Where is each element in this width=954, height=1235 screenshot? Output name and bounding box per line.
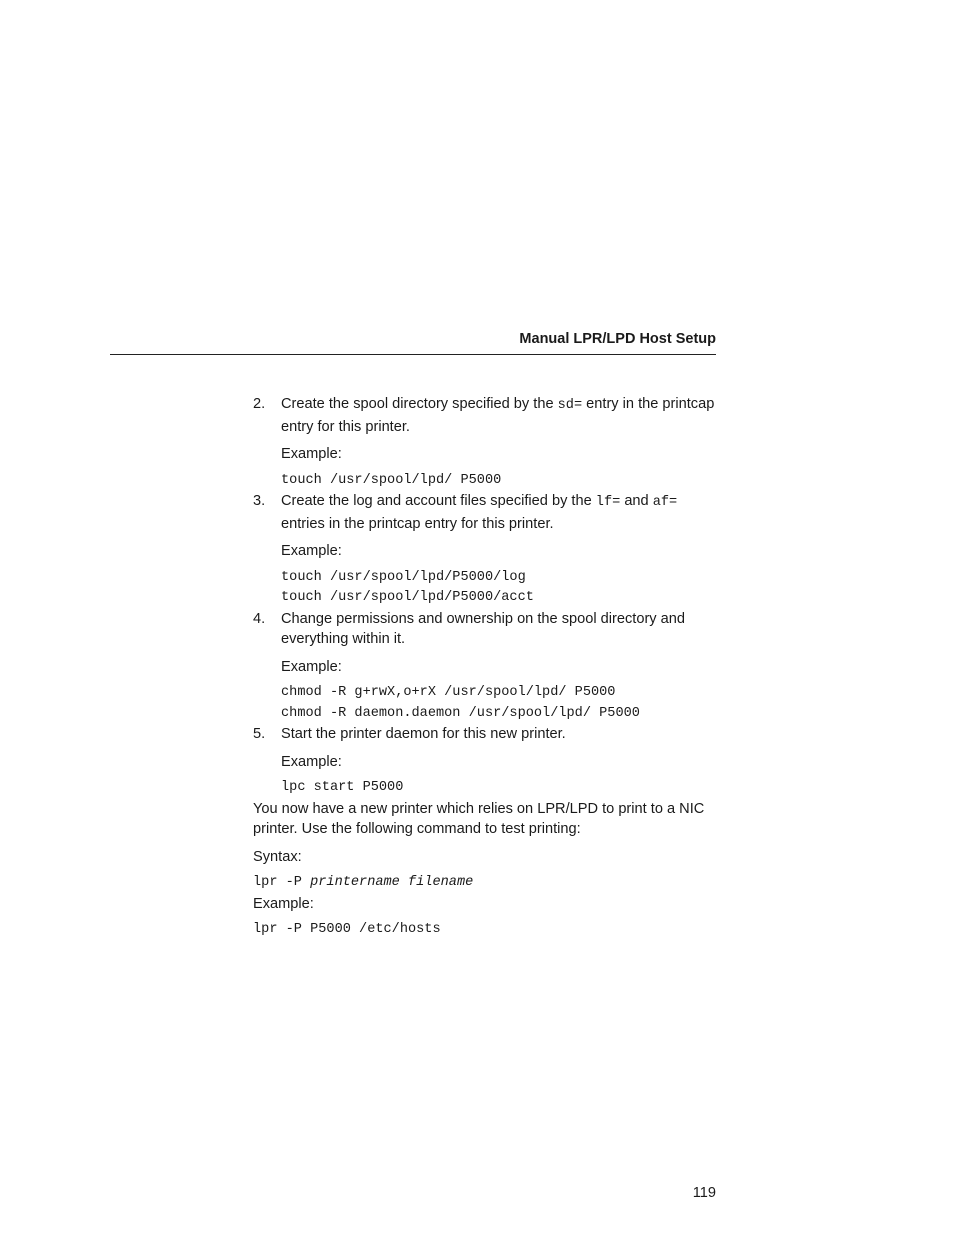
page-number: 119 [692, 1185, 716, 1201]
code-line: chmod -R g+rwX,o+rX /usr/spool/lpd/ P5000 [281, 685, 616, 700]
example-label: Example: [281, 543, 342, 559]
step-text: Create the log and account files specified by the lf= and af= entries in the printcap entry for this printer. [281, 493, 678, 532]
step-text: Create the spool directory specified by the sd= entry in the printcap entry for this printer. [281, 396, 715, 435]
step-number: 4. [253, 610, 266, 627]
step-5 [253, 724, 723, 799]
example-code: lpr -P P5000 /etc/hosts [253, 922, 441, 937]
code-line: touch /usr/spool/lpd/ P5000 [281, 472, 502, 488]
step-3 [253, 491, 723, 609]
code-block [281, 471, 723, 492]
inline-code: lf= [595, 495, 621, 510]
step-number: 2. [253, 396, 266, 412]
code-line: chmod -R daemon.daemon /usr/spool/lpd/ P5000 [281, 705, 640, 721]
step-2 [253, 394, 723, 491]
example-label: Example: [253, 895, 314, 912]
inline-code: af= [652, 495, 678, 510]
example-label: Example: [281, 658, 342, 675]
step-number: 5. [253, 726, 266, 742]
code-line: touch /usr/spool/lpd/P5000/acct [281, 590, 534, 605]
step-4 [253, 609, 723, 725]
code-block [281, 568, 723, 609]
syntax-label: Syntax: [253, 848, 302, 865]
example-label: Example: [281, 753, 342, 770]
step-number: 3. [253, 493, 266, 509]
step-text: Start the printer daemon for this new printer. [281, 726, 566, 742]
header-rule [110, 354, 716, 355]
example-label: Example: [281, 446, 342, 462]
code-line: touch /usr/spool/lpd/P5000/log [281, 569, 526, 585]
code-line: lpc start P5000 [281, 780, 404, 795]
closing-paragraph: You now have a new printer which relies on LPR/LPD to print to a NIC printer. Use the following command to test printing: [253, 800, 705, 837]
page-content [253, 394, 723, 941]
syntax-code: lpr -P printername filename [253, 875, 474, 890]
syntax-args: printername filename [310, 875, 474, 890]
inline-code: sd= [557, 398, 583, 413]
code-block [281, 683, 723, 724]
running-header-title: Manual LPR/LPD Host Setup [519, 331, 716, 347]
code-block [281, 778, 723, 799]
step-text: Change permissions and ownership on the spool directory and everything within it. [281, 610, 686, 647]
